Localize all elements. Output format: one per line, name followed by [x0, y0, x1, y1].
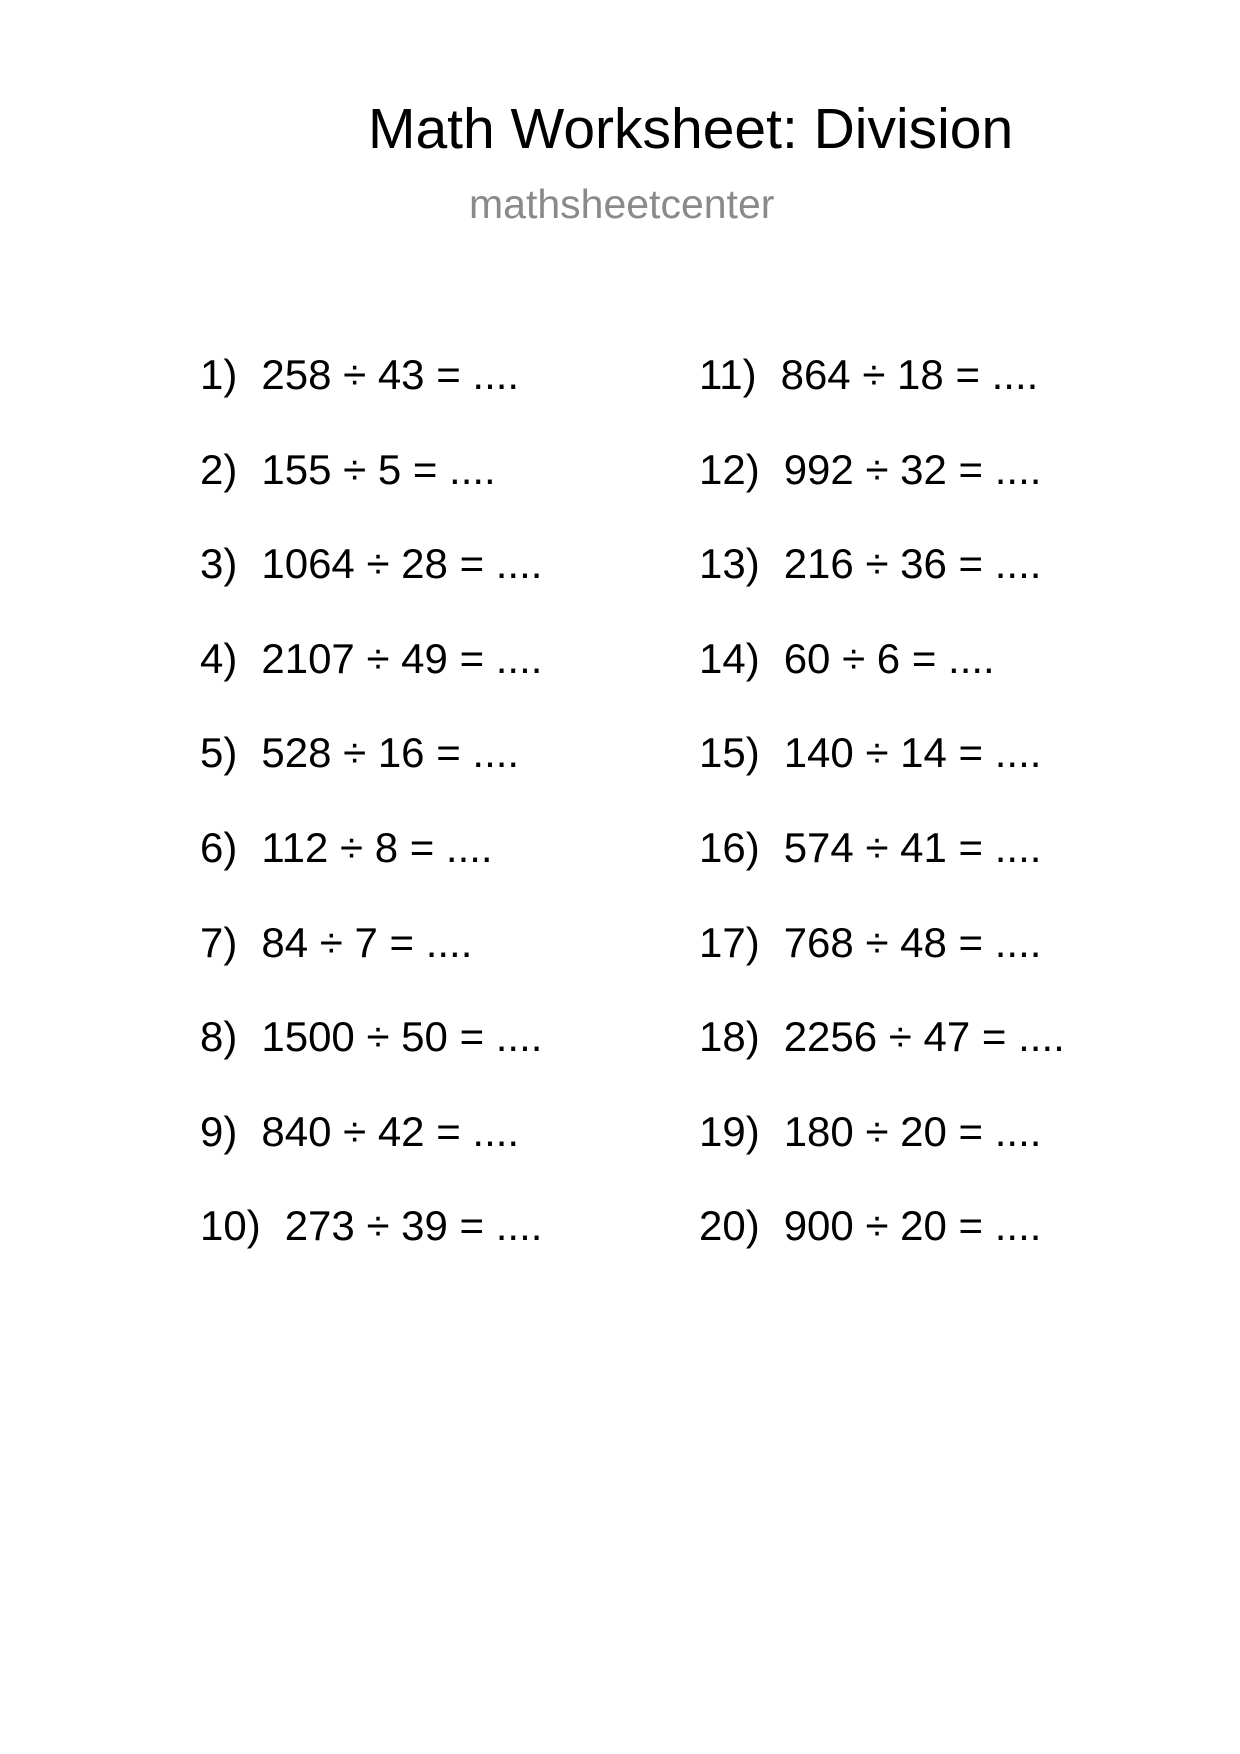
problem-item	[200, 1007, 542, 1102]
problem-item	[699, 629, 1065, 724]
problem-item	[699, 913, 1065, 1008]
problem-number: 17)	[699, 918, 760, 966]
problem-number: 5)	[200, 729, 238, 777]
problem-expression: 840 ÷ 42 = ....	[261, 1107, 520, 1155]
problem-number: 15)	[699, 729, 760, 777]
problem-number: 1)	[200, 351, 238, 398]
problem-item	[699, 440, 1065, 535]
problem-expression: 258 ÷ 43 = ....	[261, 351, 520, 398]
problems-column-right	[699, 345, 1065, 1291]
problem-item	[200, 913, 542, 1008]
problem-expression: 84 ÷ 7 = ....	[261, 918, 473, 966]
problem-item	[699, 1007, 1065, 1102]
problem-item	[699, 723, 1065, 818]
problem-number: 20)	[699, 1202, 760, 1250]
problem-item	[699, 818, 1065, 913]
problem-expression: 768 ÷ 48 = ....	[783, 918, 1042, 966]
problem-number: 3)	[200, 540, 238, 588]
problem-number: 12)	[699, 445, 760, 493]
problem-expression: 1500 ÷ 50 = ....	[261, 1013, 543, 1061]
problem-item	[200, 345, 542, 440]
worksheet-title: Math Worksheet: Division	[368, 97, 1014, 161]
problem-number: 19)	[699, 1107, 760, 1155]
problem-item	[200, 723, 542, 818]
problem-number: 10)	[200, 1202, 261, 1250]
problem-item	[699, 345, 1065, 440]
problem-expression: 900 ÷ 20 = ....	[783, 1202, 1042, 1250]
problem-expression: 155 ÷ 5 = ....	[261, 445, 496, 493]
problem-expression: 1064 ÷ 28 = ....	[261, 540, 543, 588]
problem-item	[200, 440, 542, 535]
problem-number: 2)	[200, 445, 238, 493]
problem-number: 14)	[699, 634, 760, 682]
problem-item	[699, 1102, 1065, 1197]
problem-expression: 140 ÷ 14 = ....	[783, 729, 1042, 777]
problem-number: 6)	[200, 823, 238, 871]
problem-expression: 992 ÷ 32 = ....	[783, 445, 1042, 493]
problem-item	[200, 1196, 542, 1291]
problem-item	[200, 534, 542, 629]
problem-item	[699, 534, 1065, 629]
problem-number: 7)	[200, 918, 238, 966]
problem-expression: 273 ÷ 39 = ....	[284, 1202, 543, 1250]
problem-expression: 528 ÷ 16 = ....	[261, 729, 520, 777]
problem-expression: 864 ÷ 18 = ....	[780, 351, 1039, 398]
problem-expression: 60 ÷ 6 = ....	[783, 634, 995, 682]
problem-expression: 2256 ÷ 47 = ....	[783, 1013, 1065, 1061]
problem-number: 11)	[699, 351, 757, 398]
problem-item	[200, 629, 542, 724]
problem-expression: 216 ÷ 36 = ....	[783, 540, 1042, 588]
problem-expression: 180 ÷ 20 = ....	[783, 1107, 1042, 1155]
problem-number: 18)	[699, 1013, 760, 1061]
problem-number: 8)	[200, 1013, 238, 1061]
problem-number: 16)	[699, 823, 760, 871]
problem-expression: 2107 ÷ 49 = ....	[261, 634, 543, 682]
problems-column-left	[200, 345, 542, 1291]
worksheet-source: mathsheetcenter	[469, 181, 775, 227]
problem-item	[200, 1102, 542, 1197]
problem-number: 4)	[200, 634, 238, 682]
problem-expression: 574 ÷ 41 = ....	[783, 823, 1042, 871]
problem-number: 13)	[699, 540, 760, 588]
problem-item	[699, 1196, 1065, 1291]
problem-expression: 112 ÷ 8 = ....	[261, 823, 493, 871]
problem-item	[200, 818, 542, 913]
problem-number: 9)	[200, 1107, 238, 1155]
